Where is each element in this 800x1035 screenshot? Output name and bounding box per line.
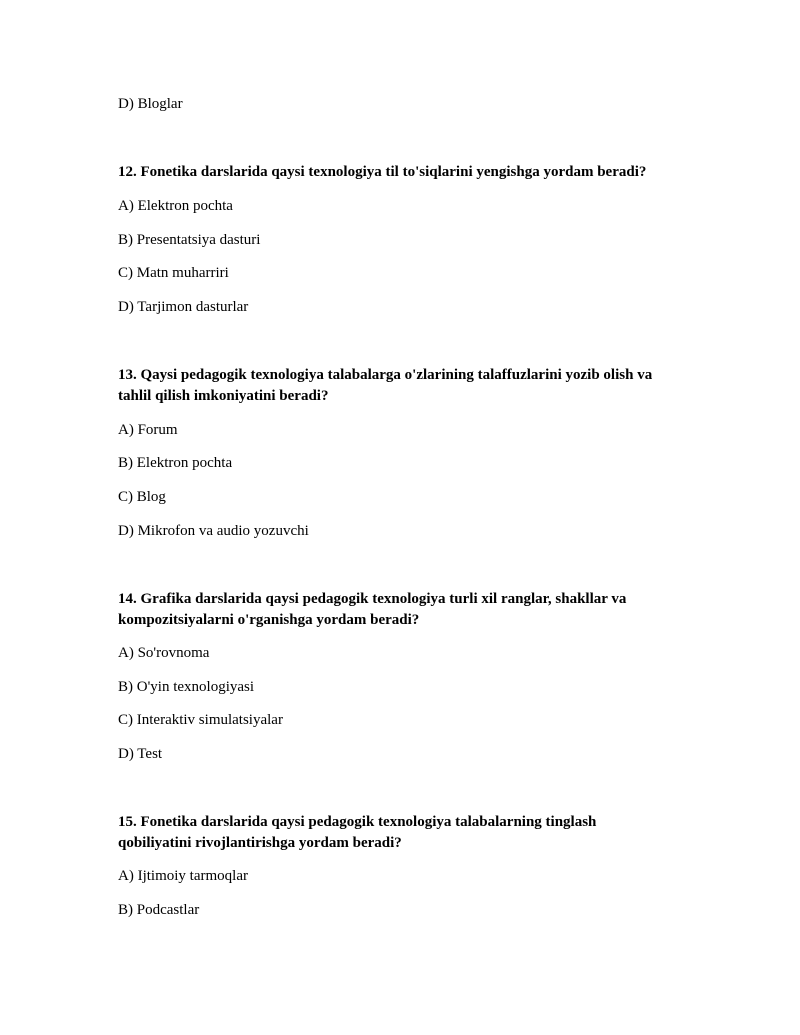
question-14-option-c: C) Interaktiv simulatsiyalar xyxy=(118,712,283,728)
question-14-title-line-2: kompozitsiyalarni o'rganishga yordam beradi? xyxy=(118,612,420,628)
option-text: D) Bloglar xyxy=(118,96,183,112)
question-14-title-line-1: 14. Grafika darslarida qaysi pedagogik texnologiya turli xil ranglar, shakllar va xyxy=(118,591,627,607)
question-12-title: 12. Fonetika darslarida qaysi texnologiya til to'siqlarini yengishga yordam beradi? xyxy=(118,164,647,180)
question-13-option-a: A) Forum xyxy=(118,422,178,438)
question-15-option-b: B) Podcastlar xyxy=(118,902,200,918)
question-13-option-d: D) Mikrofon va audio yozuvchi xyxy=(118,523,309,539)
question-15-title-line-2: qobiliyatini rivojlantirishga yordam beradi? xyxy=(118,835,402,851)
question-13-title-line-1: 13. Qaysi pedagogik texnologiya talabalarga o'zlarining talaffuzlarini yozib olish va xyxy=(118,367,653,383)
question-13-title-line-2: tahlil qilish imkoniyatini beradi? xyxy=(118,388,329,404)
question-12-option-a: A) Elektron pochta xyxy=(118,198,233,214)
question-14-option-b: B) O'yin texnologiyasi xyxy=(118,679,255,695)
question-12-option-d: D) Tarjimon dasturlar xyxy=(118,299,249,315)
question-14-option-a: A) So'rovnoma xyxy=(118,645,210,661)
question-13-option-b: B) Elektron pochta xyxy=(118,455,233,471)
question-15-title-line-1: 15. Fonetika darslarida qaysi pedagogik texnologiya talabalarning tinglash xyxy=(118,814,597,830)
question-14-option-d: D) Test xyxy=(118,746,163,762)
question-13-option-c: C) Blog xyxy=(118,489,166,505)
question-12-option-c: C) Matn muharriri xyxy=(118,265,229,281)
question-12-option-b: B) Presentatsiya dasturi xyxy=(118,232,261,248)
question-15-option-a: A) Ijtimoiy tarmoqlar xyxy=(118,868,248,884)
